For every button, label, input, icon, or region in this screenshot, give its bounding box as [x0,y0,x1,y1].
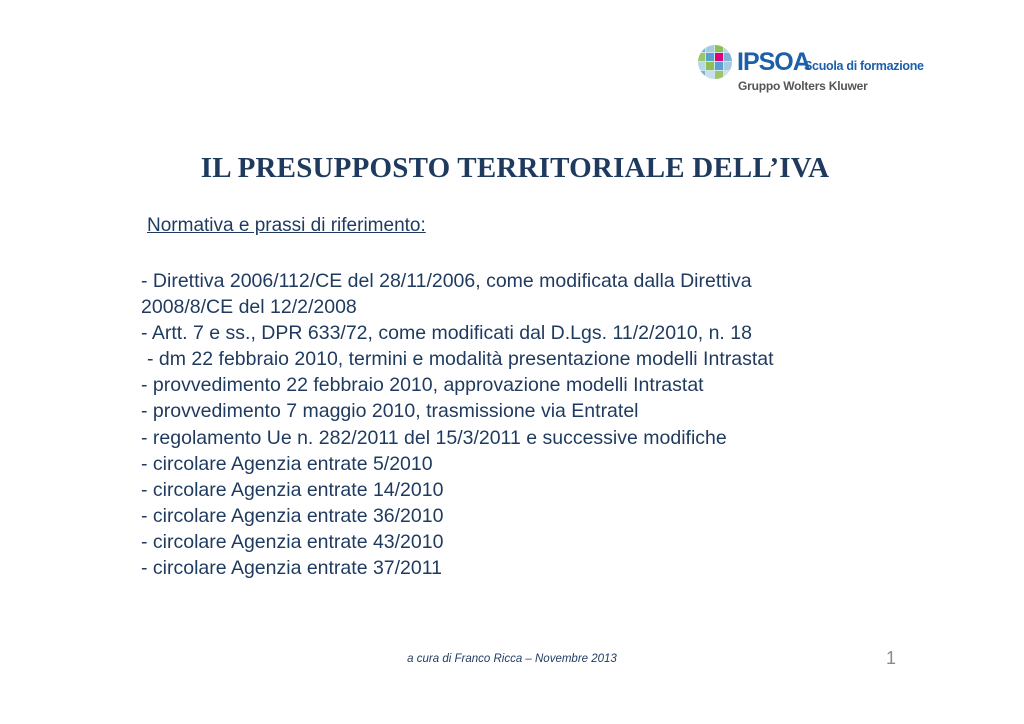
reference-item: 2008/8/CE del 12/2/2008 [141,296,357,319]
reference-item: - provvedimento 7 maggio 2010, trasmissione via Entratel [141,400,639,423]
ipsoa-globe-logo-icon [697,44,733,80]
reference-item: - Direttiva 2006/112/CE del 28/11/2006, come modificata dalla Direttiva [141,270,752,292]
ipsoa-logo [697,44,937,96]
reference-item: - circolare Agenzia entrate 14/2010 [141,478,444,501]
logo-brand-text: IPSOA [737,48,810,76]
reference-item: - regolamento Ue n. 282/2011 del 15/3/2011 e successive modifiche [141,426,727,449]
reference-item: - Artt. 7 e ss., DPR 633/72, come modificati dal D.Lgs. 11/2/2010, n. 18 [141,322,752,345]
page-number: 1 [885,648,896,668]
logo-group-name: Gruppo Wolters Kluwer [738,79,868,93]
reference-item: - circolare Agenzia entrate 36/2010 [141,504,444,527]
references-list [141,268,881,581]
slide-title: IL PRESUPPOSTO TERRITORIALE DELL’IVA [200,152,830,184]
footer-credit: a cura di Franco Ricca – Novembre 2013 [407,653,617,665]
reference-item: - provvedimento 22 febbraio 2010, approvazione modelli Intrastat [141,374,704,397]
reference-item: - circolare Agenzia entrate 43/2010 [141,530,444,553]
reference-item: - circolare Agenzia entrate 5/2010 [141,452,433,475]
reference-item: - circolare Agenzia entrate 37/2011 [141,557,442,580]
slide-subtitle: Normativa e prassi di riferimento: [147,215,426,236]
logo-subtitle: Scuola di formazione [804,59,924,73]
reference-item: - dm 22 febbraio 2010, termini e modalità presentazione modelli Intrastat [147,348,774,371]
